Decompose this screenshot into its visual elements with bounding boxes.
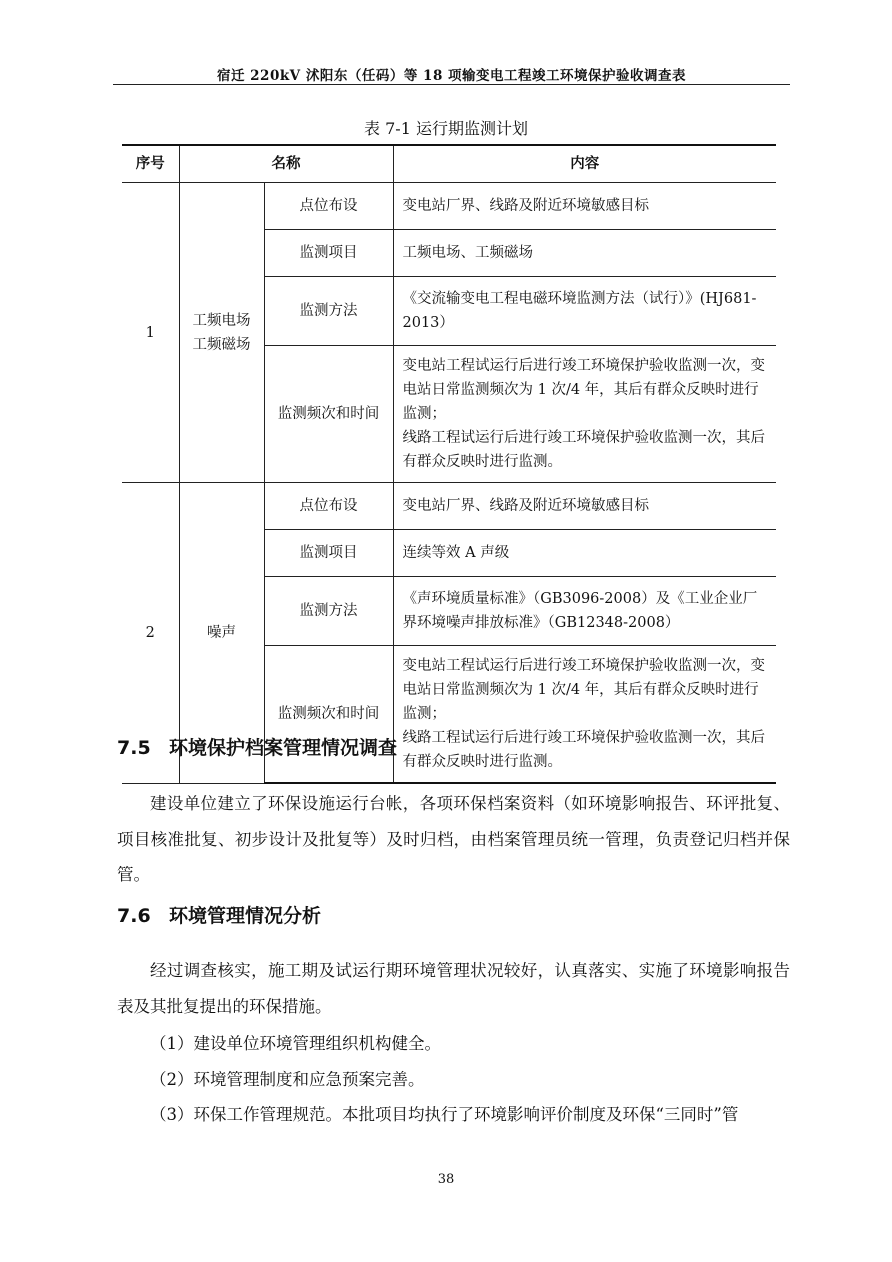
monitor-item: 监测方法 (264, 577, 393, 646)
monitor-content (393, 483, 776, 530)
monitor-factor-line: 工频磁场 (192, 336, 251, 353)
table-row (122, 483, 776, 530)
monitor-item: 监测方法 (264, 277, 393, 346)
section-title: 环境保护档案管理情况调查 (169, 737, 398, 759)
content-text: 线路工程试运行后进行竣工环境保护验收监测一次，其后有群众反映时进行监测。 (402, 430, 765, 470)
monitor-content (393, 277, 776, 346)
row-number: 2 (122, 483, 179, 784)
content-text: 连续等效 A 声级 (402, 545, 510, 561)
monitoring-plan-table (122, 144, 776, 784)
content-text: 《交流输变电工程电磁环境监测方法（试行）》(HJ681-2013） (402, 291, 757, 331)
monitor-content (393, 346, 776, 483)
monitor-content (393, 183, 776, 230)
monitor-content (393, 530, 776, 577)
list-item: （2）环境管理制度和应急预案完善。 (150, 1070, 425, 1089)
monitor-content (393, 646, 776, 784)
paragraph-management-analysis: 经过调查核实，施工期及试运行期环境管理状况较好，认真落实、实施了环境影响报告表及其批复提出的环保措施。 (117, 961, 790, 1016)
paragraph-archive-management: 建设单位建立了环保设施运行台帐，各项环保档案资料（如环境影响报告、环评批复、项目核准批复、初步设计及批复等）及时归档，由档案管理员统一管理，负责登记归档并保管。 (117, 794, 790, 884)
section-heading-7-6 (117, 901, 321, 928)
column-header-name: 名称 (179, 145, 393, 183)
content-text: 工频电场、工频磁场 (402, 245, 533, 261)
page-number: 38 (437, 1172, 455, 1187)
table-header-row (122, 145, 776, 183)
header-rule (113, 84, 790, 85)
content-text: 变电站厂界、线路及附近环境敏感目标 (402, 498, 649, 514)
monitor-item: 点位布设 (264, 183, 393, 230)
table-row (122, 183, 776, 230)
monitor-factor-line: 噪声 (207, 624, 236, 641)
monitor-item: 点位布设 (264, 483, 393, 530)
list-item: （3）环保工作管理规范。本批项目均执行了环境影响评价制度及环保“三同时”管 (150, 1105, 739, 1124)
content-text: 线路工程试运行后进行竣工环境保护验收监测一次，其后有群众反映时进行监测。 (402, 730, 765, 770)
monitor-item: 监测项目 (264, 530, 393, 577)
content-text: 变电站工程试运行后进行竣工环境保护验收监测一次，变电站日常监测频次为 1 次/4 年，其后有群众反映时进行监测； (402, 658, 765, 722)
section-number: 7.5 (117, 737, 151, 759)
monitor-item: 监测频次和时间 (264, 646, 393, 784)
table-caption: 表 7-1 运行期监测计划 (364, 119, 528, 138)
content-text: 变电站工程试运行后进行竣工环境保护验收监测一次，变电站日常监测频次为 1 次/4 年，其后有群众反映时进行监测； (402, 358, 765, 422)
column-header-no: 序号 (122, 145, 179, 183)
monitor-item: 监测项目 (264, 230, 393, 277)
monitor-content (393, 577, 776, 646)
page-header: 宿迁 220kV 沭阳东（任码）等 18 项输变电工程竣工环境保护验收调查表 (216, 68, 687, 84)
section-title: 环境管理情况分析 (169, 905, 322, 927)
section-heading-7-5 (117, 733, 397, 760)
section-number: 7.6 (117, 905, 151, 927)
monitor-content (393, 230, 776, 277)
monitor-factor (179, 183, 264, 483)
monitor-item: 监测频次和时间 (264, 346, 393, 483)
content-text: 变电站厂界、线路及附近环境敏感目标 (402, 198, 649, 214)
content-text: 《声环境质量标准》（GB3096-2008）及《工业企业厂界环境噪声排放标准》（GB12348-2008） (402, 591, 758, 631)
monitor-factor-line: 工频电场 (192, 312, 251, 329)
column-header-content: 内容 (393, 145, 776, 183)
row-number: 1 (122, 183, 179, 483)
list-item: （1）建设单位环境管理组织机构健全。 (150, 1034, 441, 1053)
